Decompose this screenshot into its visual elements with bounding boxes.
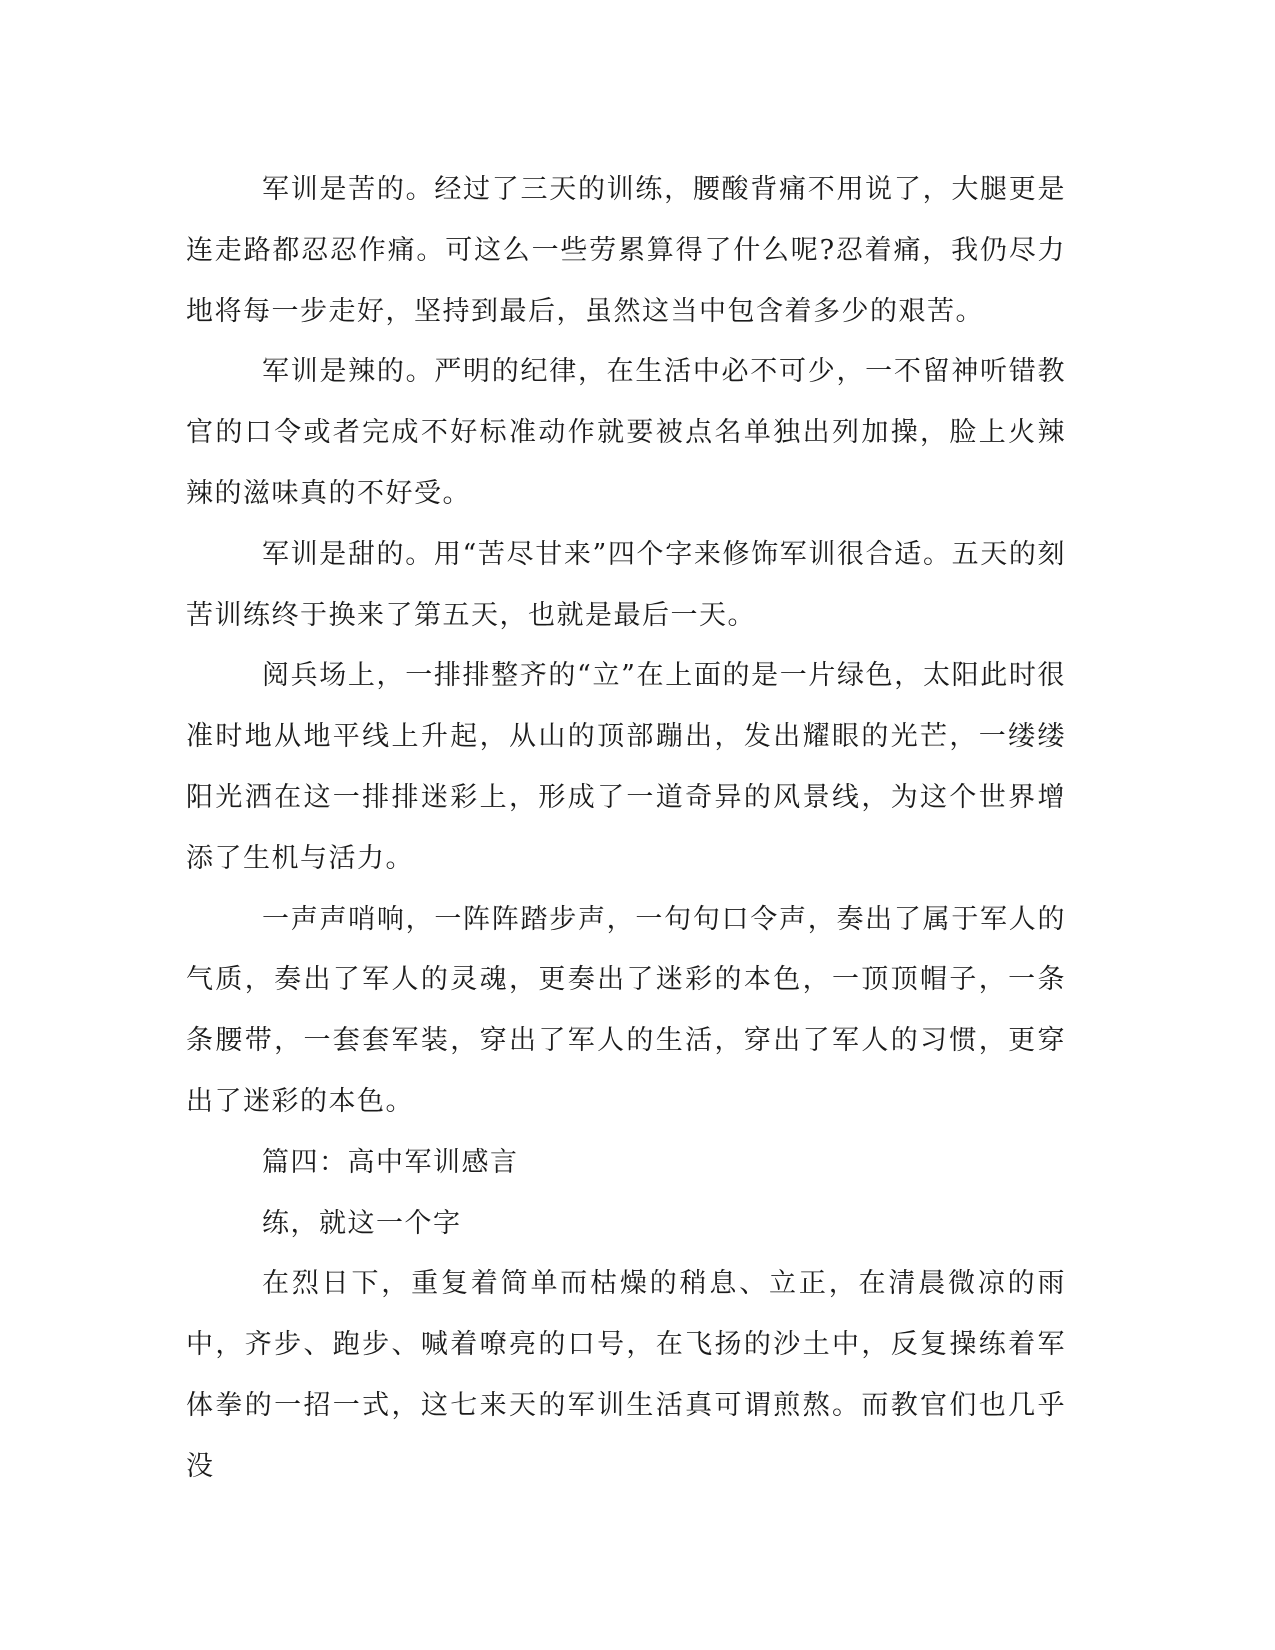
paragraph-parade-ground: 阅兵场上，一排排整齐的“立”在上面的是一片绿色，太阳此时很准时地从地平线上升起，从山的顶部蹦出，发出耀眼的光芒，一缕缕阳光洒在这一排排迷彩上，形成了一道奇异的风景线，为这个世界增添了生机与活力。 — [186, 660, 1066, 874]
document-body — [186, 160, 1066, 1498]
paragraph-sweet: 军训是甜的。用“苦尽甘来”四个字来修饰军训很合适。五天的刻苦训练终于换来了第五天，也就是最后一天。 — [186, 538, 1066, 631]
paragraph-spicy: 军训是辣的。严明的纪律，在生活中必不可少，一不留神听错教官的口令或者完成不好标准动作就要被点名单独出列加操，脸上火辣辣的滋味真的不好受。 — [186, 356, 1066, 509]
section-subtitle: 练，就这一个字 — [262, 1207, 462, 1239]
section-title: 篇四：高中军训感言 — [262, 1146, 519, 1178]
paragraph-military-spirit: 一声声哨响，一阵阵踏步声，一句句口令声，奏出了属于军人的气质，奏出了军人的灵魂，更奏出了迷彩的本色，一顶顶帽子，一条条腰带，一套套军装，穿出了军人的生活，穿出了军人的习惯，更穿出了迷彩的本色。 — [186, 903, 1066, 1117]
paragraph-bitter: 军训是苦的。经过了三天的训练，腰酸背痛不用说了，大腿更是连走路都忍忍作痛。可这么一些劳累算得了什么呢?忍着痛，我仍尽力地将每一步走好，坚持到最后，虽然这当中包含着多少的艰苦。 — [186, 174, 1066, 327]
paragraph-training: 在烈日下，重复着简单而枯燥的稍息、立正，在清晨微凉的雨中，齐步、跑步、喊着嘹亮的口号，在飞扬的沙土中，反复操练着军体拳的一招一式，这七来天的军训生活真可谓煎熬。而教官们也几乎没 — [186, 1268, 1066, 1482]
